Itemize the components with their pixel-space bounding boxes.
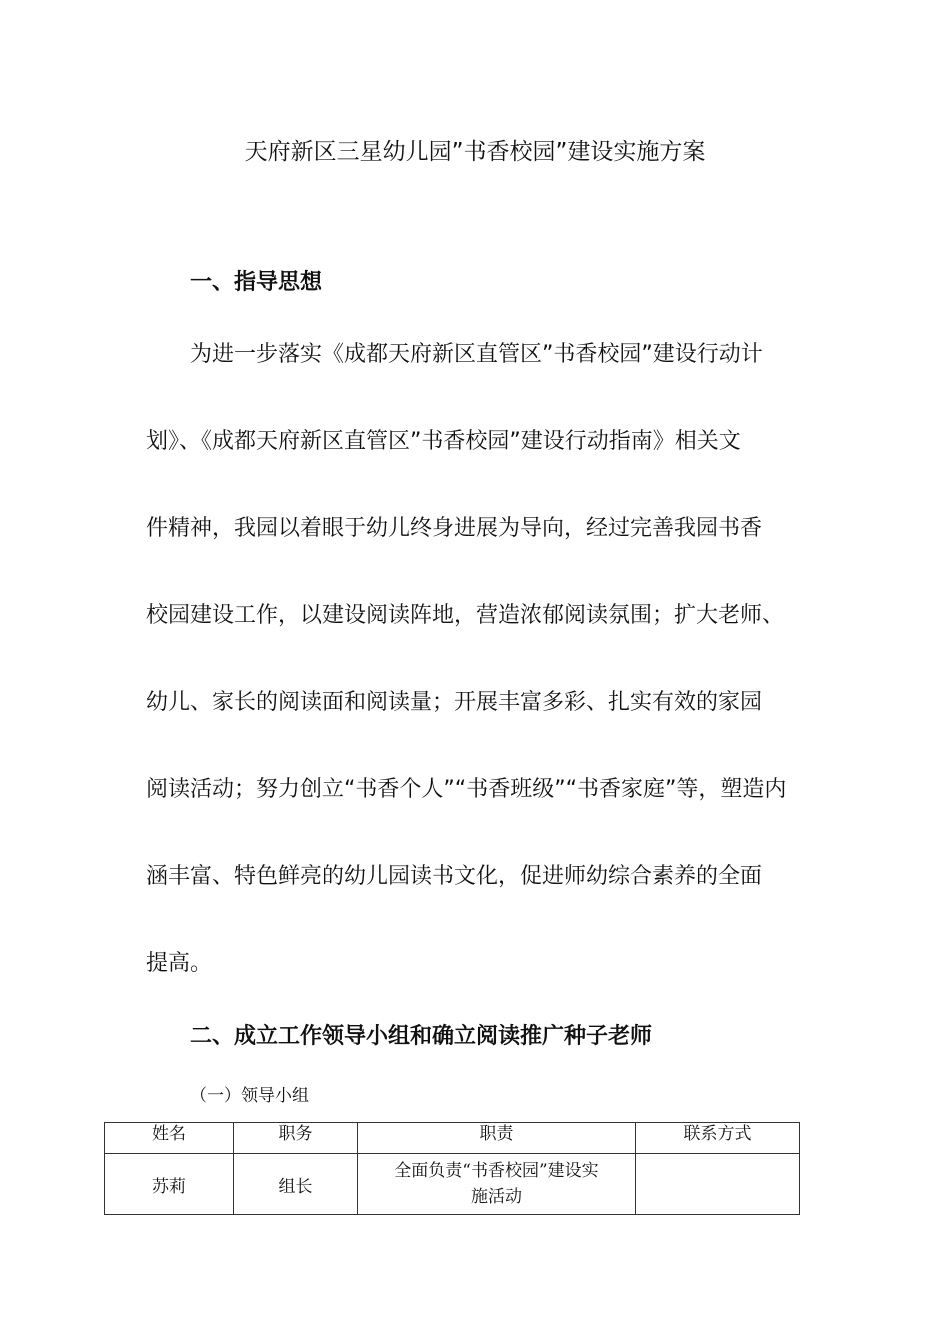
cell-duty-line: 施活动 <box>471 1187 522 1207</box>
paragraph-line: 校园建设工作，以建设阅读阵地，营造浓郁阅读氛围；扩大老师、 <box>146 603 785 628</box>
paragraph-line: 提高。 <box>146 951 213 976</box>
paragraph-line: 幼儿、家长的阅读面和阅读量；开展丰富多彩、扎实有效的家园 <box>146 690 763 715</box>
cell-position: 组长 <box>234 1154 358 1215</box>
cell-name: 苏莉 <box>105 1154 234 1215</box>
section-heading-guiding-thought: 一、指导思想 <box>190 270 323 295</box>
paragraph-line: 件精神，我园以着眼于幼儿终身进展为导向，经过完善我园书香 <box>146 516 763 541</box>
column-header-duty: 职责 <box>358 1123 636 1154</box>
subheading-leadership-group: （一）领导小组 <box>190 1086 309 1106</box>
paragraph-line: 为进一步落实《成都天府新区直管区”书香校园”建设行动计 <box>190 342 763 367</box>
cell-duty <box>358 1154 636 1215</box>
column-header-name: 姓名 <box>105 1123 234 1154</box>
paragraph-line: 涵丰富、特色鲜亮的幼儿园读书文化，促进师幼综合素养的全面 <box>146 864 763 889</box>
table-header-row <box>105 1123 800 1154</box>
paragraph-line: 阅读活动；努力创立“书香个人”“书香班级”“书香家庭”等，塑造内 <box>146 777 787 802</box>
section-heading-leadership-group: 二、成立工作领导小组和确立阅读推广种子老师 <box>190 1024 653 1049</box>
column-header-position: 职务 <box>234 1123 358 1154</box>
page-title: 天府新区三星幼儿园”书香校园”建设实施方案 <box>244 139 706 165</box>
leadership-table <box>104 1122 800 1215</box>
column-header-contact: 联系方式 <box>636 1123 800 1154</box>
cell-contact <box>636 1154 800 1215</box>
cell-duty-line: 全面负责“书香校园”建设实 <box>394 1161 599 1181</box>
table-row <box>105 1154 800 1215</box>
paragraph-line: 划》、《成都天府新区直管区”书香校园”建设行动指南》相关文 <box>146 429 741 454</box>
